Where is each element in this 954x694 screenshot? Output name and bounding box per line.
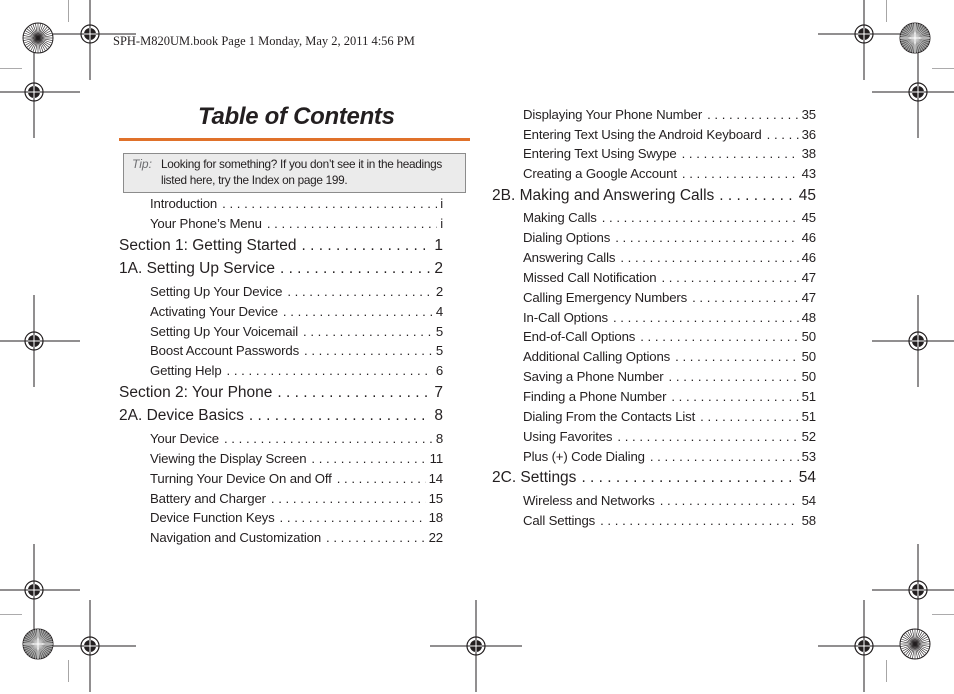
toc-entry-label: Setting Up Your Device <box>150 284 283 299</box>
toc-leader-dots <box>671 389 798 404</box>
toc-leader-dots <box>707 107 799 122</box>
toc-entry-label: Dialing Options <box>523 230 611 245</box>
toc-entry <box>150 510 443 525</box>
toc-entry <box>523 349 816 364</box>
toc-leader-dots <box>719 187 795 205</box>
toc-entry <box>150 304 443 319</box>
toc-leader-dots <box>304 343 433 358</box>
toc-entry-label: Entering Text Using Swype <box>523 146 677 161</box>
toc-leader-dots <box>661 270 798 285</box>
toc-entry-label: Dialing From the Contacts List <box>523 409 696 424</box>
toc-entry-page: 15 <box>428 491 443 506</box>
toc-entry-label: Saving a Phone Number <box>523 369 664 384</box>
toc-entry-label: Displaying Your Phone Number <box>523 107 703 122</box>
toc-leader-dots <box>700 409 798 424</box>
toc-leader-dots <box>280 260 431 278</box>
registration-crosshair-icon <box>0 44 82 140</box>
toc-entry <box>150 530 443 545</box>
toc-leader-dots <box>326 530 426 545</box>
toc-entry-label: Turning Your Device On and Off <box>150 471 332 486</box>
toc-entry-label: Battery and Charger <box>150 491 266 506</box>
toc-leader-dots <box>280 510 426 525</box>
toc-entry-page: i <box>440 216 443 231</box>
toc-entry-page: 47 <box>801 270 816 285</box>
toc-entry-label: Entering Text Using the Android Keyboard <box>523 127 762 142</box>
toc-entry-page: 43 <box>801 166 816 181</box>
toc-entry <box>523 107 816 122</box>
registration-crosshair-icon <box>870 293 954 389</box>
toc-entry <box>523 449 816 464</box>
registration-crosshair-icon <box>870 44 954 140</box>
tip-box <box>123 153 466 193</box>
toc-entry-page: 8 <box>435 431 443 446</box>
toc-entry-page: 1 <box>434 237 443 254</box>
toc-entry-page: 51 <box>801 389 816 404</box>
toc-leader-dots <box>600 513 799 528</box>
toc-leader-dots <box>682 146 799 161</box>
toc-entry-page: 46 <box>801 230 816 245</box>
toc-entry-label: Additional Calling Options <box>523 349 671 364</box>
toc-leader-dots <box>271 491 426 506</box>
toc-entry-label: Your Device <box>150 431 219 446</box>
toc-entry-page: 45 <box>798 187 816 204</box>
book-header-line: SPH-M820UM.book Page 1 Monday, May 2, 2011 4:56 PM <box>113 34 415 48</box>
toc-leader-dots <box>692 290 799 305</box>
toc-entry-label: Missed Call Notification <box>523 270 657 285</box>
toc-entry-label: 2B. Making and Answering Calls <box>492 187 715 204</box>
toc-entry-label: Section 2: Your Phone <box>119 384 273 401</box>
registration-crosshair-icon <box>0 293 82 389</box>
toc-entry-page: 50 <box>801 369 816 384</box>
toc-leader-dots <box>287 284 432 299</box>
toc-entry <box>523 310 816 325</box>
toc-entry-label: Activating Your Device <box>150 304 278 319</box>
toc-entry-page: 22 <box>428 530 443 545</box>
toc-leader-dots <box>311 451 426 466</box>
tip-text: Looking for something? If you don’t see it in the headings listed here, try the Index on page 199. <box>161 157 442 187</box>
page-title: Table of Contents <box>198 103 395 130</box>
toc-leader-dots <box>337 471 426 486</box>
toc-entry <box>150 471 443 486</box>
toc-leader-dots <box>267 216 437 231</box>
registration-rosette-icon <box>898 21 932 55</box>
trim-line <box>886 0 887 22</box>
toc-entry-label: 1A. Setting Up Service <box>119 260 275 277</box>
trim-line <box>932 614 954 615</box>
toc-entry <box>523 166 816 181</box>
toc-entry <box>523 429 816 444</box>
toc-entry <box>523 513 816 528</box>
toc-entry-page: 4 <box>435 304 443 319</box>
toc-leader-dots <box>682 166 799 181</box>
toc-entry <box>523 290 816 305</box>
toc-leader-dots <box>277 384 431 402</box>
toc-entry-page: 54 <box>801 493 816 508</box>
registration-crosshair-icon <box>428 598 524 694</box>
toc-entry-label: Setting Up Your Voicemail <box>150 324 299 339</box>
registration-rosette-icon <box>21 21 55 55</box>
toc-entry-label: Wireless and Networks <box>523 493 655 508</box>
trim-line <box>886 660 887 682</box>
toc-entry-label: In-Call Options <box>523 310 608 325</box>
toc-entry-label: Getting Help <box>150 363 222 378</box>
toc-leader-dots <box>620 250 798 265</box>
trim-line <box>0 614 22 615</box>
toc-leader-dots <box>303 324 433 339</box>
title-rule <box>119 138 470 141</box>
toc-entry <box>523 369 816 384</box>
toc-leader-dots <box>675 349 799 364</box>
toc-entry <box>150 451 443 466</box>
toc-entry-label: Creating a Google Account <box>523 166 677 181</box>
toc-entry-page: 58 <box>801 513 816 528</box>
toc-leader-dots <box>617 429 798 444</box>
toc-entry <box>150 363 443 378</box>
toc-entry-page: 2 <box>435 284 443 299</box>
toc-entry-page: 50 <box>801 329 816 344</box>
toc-entry-page: 7 <box>434 384 443 401</box>
toc-leader-dots <box>615 230 798 245</box>
toc-entry <box>150 491 443 506</box>
toc-entry <box>119 407 443 425</box>
toc-leader-dots <box>613 310 799 325</box>
toc-entry-label: Call Settings <box>523 513 596 528</box>
toc-entry-label: Calling Emergency Numbers <box>523 290 688 305</box>
toc-entry-label: 2C. Settings <box>492 469 577 486</box>
toc-entry <box>119 384 443 402</box>
toc-entry-label: Answering Calls <box>523 250 616 265</box>
toc-entry-label: Introduction <box>150 196 218 211</box>
toc-leader-dots <box>302 237 432 255</box>
toc-leader-dots <box>283 304 433 319</box>
toc-entry-page: 5 <box>435 343 443 358</box>
toc-entry-label: 2A. Device Basics <box>119 407 244 424</box>
toc-leader-dots <box>224 431 433 446</box>
toc-leader-dots <box>669 369 799 384</box>
toc-entry-label: Using Favorites <box>523 429 613 444</box>
toc-leader-dots <box>602 210 799 225</box>
toc-entry-page: 54 <box>798 469 816 486</box>
toc-entry-page: 50 <box>801 349 816 364</box>
toc-entry <box>523 389 816 404</box>
toc-leader-dots <box>581 469 795 487</box>
toc-entry <box>523 210 816 225</box>
toc-entry-page: 36 <box>801 127 816 142</box>
toc-entry-page: 46 <box>801 250 816 265</box>
toc-entry <box>523 409 816 424</box>
toc-entry <box>150 343 443 358</box>
toc-entry-page: 48 <box>801 310 816 325</box>
toc-entry-label: Finding a Phone Number <box>523 389 667 404</box>
toc-entry-page: 45 <box>801 210 816 225</box>
toc-entry <box>523 230 816 245</box>
toc-entry-label: End-of-Call Options <box>523 329 636 344</box>
toc-entry-label: Plus (+) Code Dialing <box>523 449 645 464</box>
toc-entry-page: 51 <box>801 409 816 424</box>
toc-entry <box>523 146 816 161</box>
toc-entry-page: i <box>440 196 443 211</box>
toc-entry <box>150 196 443 211</box>
toc-entry-page: 18 <box>428 510 443 525</box>
toc-entry-page: 53 <box>801 449 816 464</box>
toc-leader-dots <box>660 493 799 508</box>
toc-entry <box>492 469 816 487</box>
toc-entry-label: Navigation and Customization <box>150 530 321 545</box>
toc-entry-label: Viewing the Display Screen <box>150 451 307 466</box>
toc-entry-page: 47 <box>801 290 816 305</box>
toc-entry-label: Your Phone’s Menu <box>150 216 262 231</box>
toc-entry-page: 38 <box>801 146 816 161</box>
toc-entry-page: 35 <box>801 107 816 122</box>
toc-entry <box>119 237 443 255</box>
toc-entry-label: Section 1: Getting Started <box>119 237 297 254</box>
trim-line <box>68 660 69 682</box>
toc-entry <box>150 216 443 231</box>
toc-entry <box>119 260 443 278</box>
toc-entry <box>523 270 816 285</box>
toc-entry-page: 11 <box>429 451 443 466</box>
registration-rosette-icon <box>898 627 932 661</box>
toc-entry <box>492 187 816 205</box>
toc-entry-page: 5 <box>435 324 443 339</box>
toc-entry <box>523 493 816 508</box>
tip-label: Tip: <box>132 157 152 171</box>
trim-line <box>68 0 69 22</box>
toc-entry <box>523 250 816 265</box>
toc-leader-dots <box>640 329 798 344</box>
toc-entry-page: 52 <box>801 429 816 444</box>
toc-entry <box>523 329 816 344</box>
toc-leader-dots <box>249 407 431 425</box>
registration-rosette-icon <box>21 627 55 661</box>
toc-leader-dots <box>222 196 437 211</box>
toc-entry <box>150 324 443 339</box>
toc-entry <box>523 127 816 142</box>
toc-entry <box>150 431 443 446</box>
toc-entry-label: Device Function Keys <box>150 510 275 525</box>
toc-entry <box>150 284 443 299</box>
toc-entry-page: 8 <box>434 407 443 424</box>
toc-entry-label: Making Calls <box>523 210 597 225</box>
registration-crosshair-icon <box>42 598 138 694</box>
toc-leader-dots <box>650 449 799 464</box>
toc-entry-page: 14 <box>428 471 443 486</box>
toc-entry-page: 6 <box>435 363 443 378</box>
trim-line <box>0 68 22 69</box>
toc-entry-page: 2 <box>434 260 443 277</box>
toc-leader-dots <box>767 127 799 142</box>
toc-leader-dots <box>227 363 433 378</box>
trim-line <box>932 68 954 69</box>
toc-entry-label: Boost Account Passwords <box>150 343 300 358</box>
